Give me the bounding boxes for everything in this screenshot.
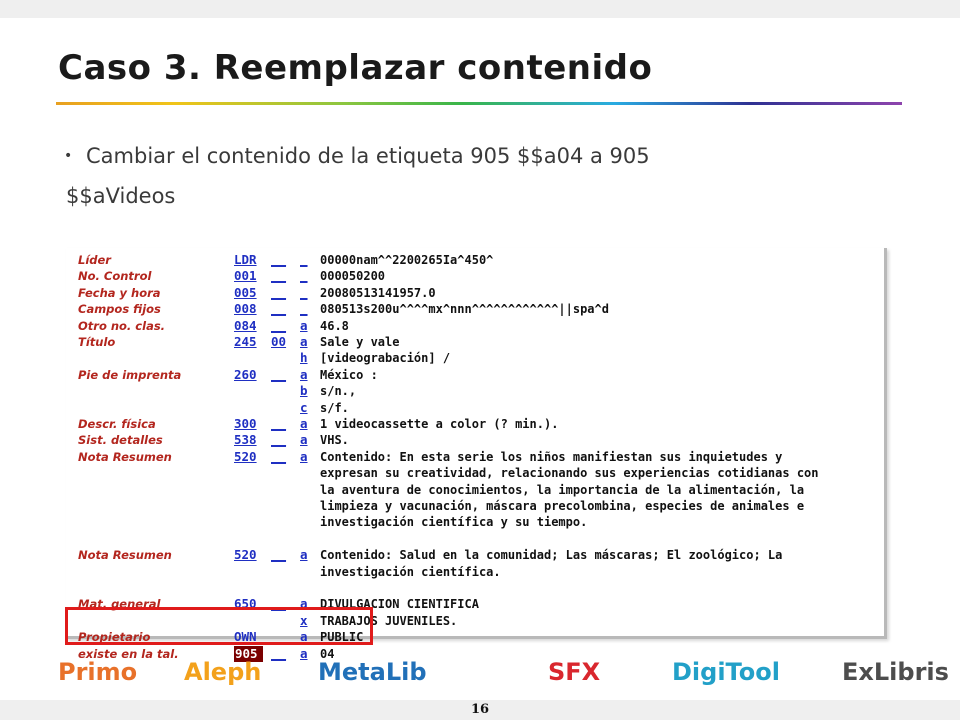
record-row	[66, 449, 881, 465]
highlight-box-905	[65, 607, 373, 645]
subfield-link[interactable]: a	[300, 416, 308, 431]
page-number: 16	[470, 702, 490, 717]
indicator-link[interactable]: __	[271, 547, 287, 563]
field-label: No. Control	[78, 269, 152, 284]
record-row	[66, 318, 881, 334]
field-value: DIVULGACION CIENTIFICA	[320, 597, 479, 612]
record-row	[66, 301, 881, 317]
logo-aleph: Aleph	[184, 658, 262, 686]
field-tag-link[interactable]: 084	[234, 317, 257, 333]
record-row	[66, 531, 881, 547]
field-tag-link[interactable]: 650	[234, 596, 257, 612]
record-row	[66, 350, 881, 366]
record-row	[66, 514, 881, 530]
slide-title: Caso 3. Reemplazar contenido	[58, 48, 653, 88]
field-value: Contenido: Salud en la comunidad; Las máscaras; El zoológico; La	[320, 548, 783, 563]
indicator-link[interactable]: __	[271, 596, 287, 612]
indicator-link[interactable]: __	[271, 301, 287, 317]
record-row	[66, 432, 881, 448]
field-value: s/f.	[320, 400, 349, 415]
indicator-link[interactable]: __	[271, 317, 287, 333]
field-tag-link[interactable]: 008	[234, 301, 257, 317]
field-label: Fecha y hora	[78, 285, 161, 300]
field-value: 46.8	[320, 318, 349, 333]
indicator-link[interactable]: __	[271, 629, 287, 645]
indicator-link[interactable]: __	[271, 645, 287, 661]
indicator-link[interactable]: __	[271, 448, 287, 464]
bullet-text-line1: Cambiar el contenido de la etiqueta 905 $$a04 a 905	[86, 144, 650, 168]
record-row	[66, 285, 881, 301]
subfield-link[interactable]: a	[300, 334, 308, 349]
subfield-link[interactable]: _	[300, 268, 308, 284]
field-tag-link[interactable]: 905	[234, 646, 263, 662]
field-value: [videograbación] /	[320, 351, 451, 366]
field-value: investigación científica y su tiempo.	[320, 515, 588, 530]
field-tag-link[interactable]: 300	[234, 416, 257, 431]
record-row	[66, 547, 881, 563]
field-value: investigación científica.	[320, 564, 501, 579]
record-row	[66, 498, 881, 514]
record-row	[66, 383, 881, 399]
field-tag-link[interactable]: 520	[234, 547, 257, 563]
field-value: limpieza y vacunación, máscara precolombina, especies de animales e	[320, 499, 805, 513]
marc-record-screenshot	[66, 248, 887, 661]
logo-digitool: DigiTool	[672, 658, 780, 686]
field-value: Sale y vale	[320, 335, 400, 349]
product-logos-bar	[0, 650, 960, 698]
record-row	[66, 334, 881, 350]
record-row	[66, 367, 881, 383]
field-value: 080513s200u^^^^mx^nnn^^^^^^^^^^^^||spa^d	[320, 302, 609, 317]
subfield-link[interactable]: _	[300, 284, 308, 300]
bullet-point	[66, 136, 866, 216]
field-tag-link[interactable]: 260	[234, 366, 257, 382]
title-divider	[56, 102, 902, 105]
indicator-link[interactable]: 00	[271, 334, 287, 349]
logo-metalib: MetaLib	[318, 658, 427, 686]
indicator-link[interactable]: __	[271, 416, 287, 431]
subfield-link[interactable]: _	[300, 252, 308, 267]
field-label: Campos fijos	[78, 302, 161, 317]
record-row	[66, 400, 881, 416]
subfield-link[interactable]: b	[300, 383, 308, 399]
subfield-link[interactable]: a	[300, 596, 308, 612]
logo-primo: Primo	[58, 658, 138, 686]
subfield-link[interactable]: a	[300, 547, 308, 563]
subfield-link[interactable]: a	[300, 645, 308, 661]
subfield-link[interactable]: _	[300, 301, 308, 317]
field-value: 000050200	[320, 269, 386, 284]
field-label: Líder	[78, 253, 111, 267]
subfield-link[interactable]: a	[300, 317, 308, 333]
field-tag-link[interactable]: 520	[234, 448, 257, 464]
field-label: Nota Resumen	[78, 548, 172, 563]
subfield-link[interactable]: h	[300, 350, 308, 366]
field-value: la aventura de conocimientos, la importancia de la alimentación, la	[320, 482, 805, 497]
field-label: Descr. física	[78, 417, 156, 431]
field-value: VHS.	[320, 433, 349, 448]
field-value: s/n.,	[320, 384, 357, 399]
record-row	[66, 268, 881, 284]
indicator-link[interactable]: __	[271, 366, 287, 382]
field-label: Mat. general	[78, 597, 161, 612]
field-label: Propietario	[78, 630, 151, 645]
field-value: 1 videocassette a color (? min.).	[320, 417, 559, 431]
subfield-link[interactable]: a	[300, 366, 308, 382]
record-row	[66, 465, 881, 481]
top-bar	[0, 0, 960, 18]
subfield-link[interactable]: c	[300, 399, 308, 415]
indicator-link[interactable]: __	[271, 432, 287, 448]
field-value: expresan su creatividad, relacionando sus experiencias cotidianas con	[320, 466, 819, 481]
record-row	[66, 416, 881, 432]
record-row	[66, 580, 881, 596]
field-value: PUBLIC	[320, 630, 364, 645]
bullet-text-line2: $$aVideos	[66, 184, 176, 208]
field-value: TRABAJOS JUVENILES.	[320, 613, 458, 628]
field-tag-link[interactable]: LDR	[234, 252, 257, 267]
subfield-link[interactable]: x	[300, 612, 308, 628]
field-value: Contenido: En esta serie los niños manifiestan sus inquietudes y	[320, 449, 783, 464]
logo-exlibris: ExLibris	[842, 658, 949, 686]
subfield-link[interactable]: a	[300, 432, 308, 448]
subfield-link[interactable]: a	[300, 629, 308, 645]
field-tag-link[interactable]: 245	[234, 334, 257, 349]
indicator-link[interactable]: __	[271, 268, 287, 284]
logo-sfx: SFX	[548, 658, 601, 686]
record-row	[66, 564, 881, 580]
field-label: existe en la tal.	[78, 646, 179, 661]
field-label: Sist. detalles	[78, 433, 163, 448]
indicator-link[interactable]: __	[271, 284, 287, 300]
field-tag-link[interactable]: 538	[234, 432, 257, 448]
field-tag-link[interactable]: 005	[234, 284, 257, 300]
field-value: 00000nam^^2200265Ia^450^	[320, 253, 494, 267]
field-label: Otro no. clas.	[78, 318, 166, 333]
indicator-link[interactable]: __	[271, 252, 287, 267]
field-tag-link[interactable]: OWN	[234, 629, 257, 645]
record-row	[66, 482, 881, 498]
field-tag-link[interactable]: 001	[234, 268, 257, 284]
field-value: México :	[320, 367, 378, 382]
field-label: Nota Resumen	[78, 449, 172, 464]
field-value: 04	[320, 646, 335, 661]
field-label: Pie de imprenta	[78, 367, 182, 382]
subfield-link[interactable]: a	[300, 448, 308, 464]
field-value: 20080513141957.0	[320, 285, 436, 300]
bullet-icon: •	[64, 148, 73, 164]
record-row	[66, 252, 881, 268]
field-label: Título	[78, 335, 116, 349]
